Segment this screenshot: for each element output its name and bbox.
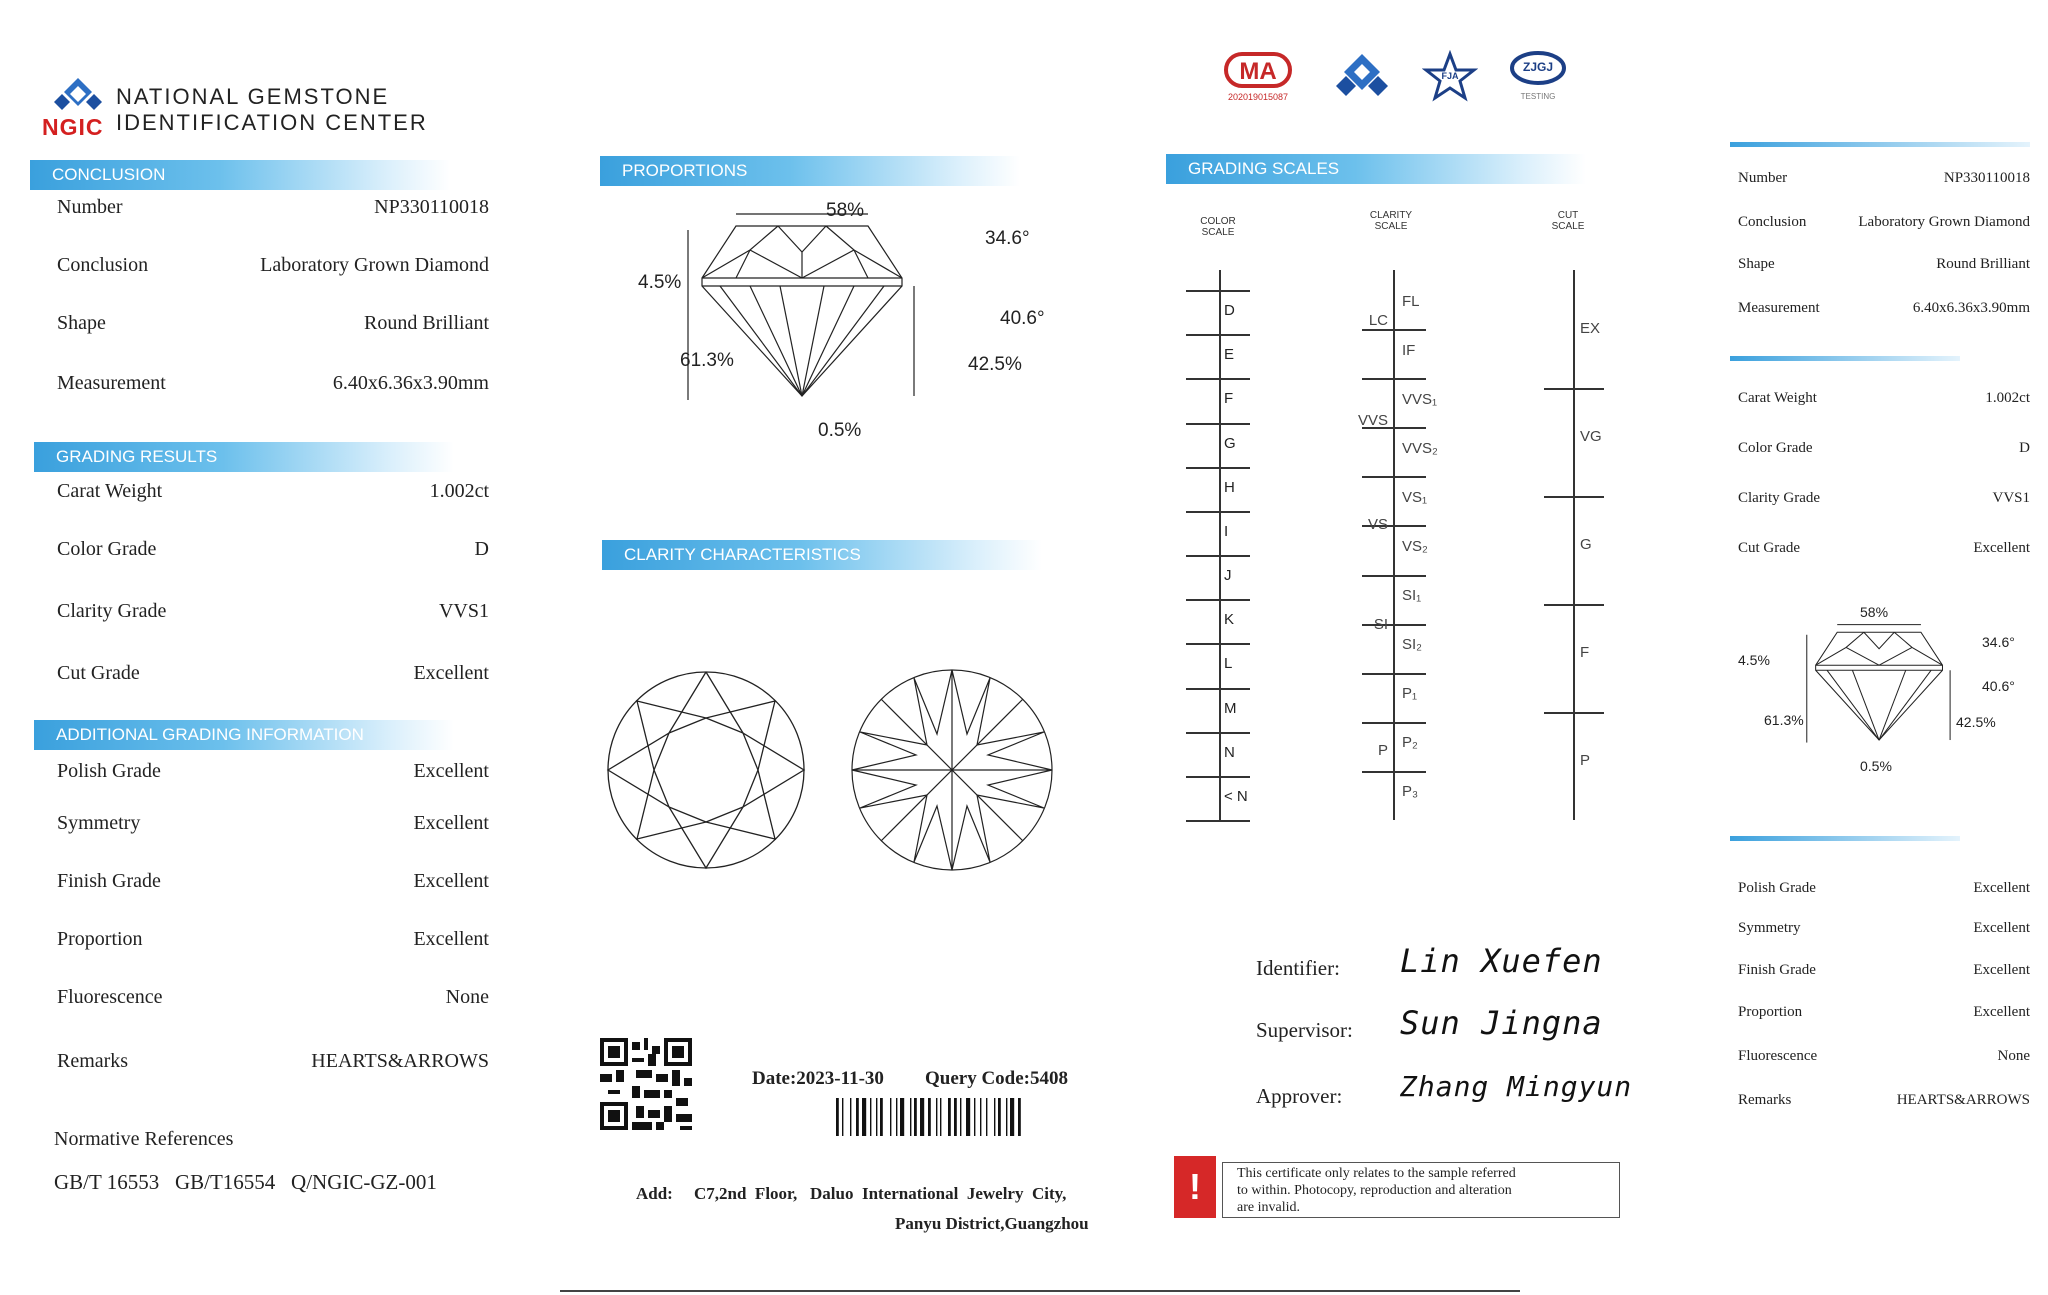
row-label: Proportion <box>57 928 143 950</box>
diamond-seal-icon <box>1330 50 1394 106</box>
row-label: Finish Grade <box>57 870 161 892</box>
barcode <box>836 1098 1076 1136</box>
table-row <box>57 600 489 623</box>
notice-line2: to within. Photocopy, reproduction and alteration <box>1237 1183 1512 1198</box>
cut-scale-tick <box>1544 604 1604 606</box>
card-pavilion-depth: 42.5% <box>1956 714 1996 730</box>
color-scale-tick <box>1186 378 1250 380</box>
table-row <box>57 870 489 893</box>
pavilion-depth: 42.5% <box>968 354 1022 375</box>
row-label: Color Grade <box>1738 440 1813 456</box>
row-value: D <box>2019 440 2030 456</box>
notice-line3: are invalid. <box>1237 1200 1300 1215</box>
row-label: Polish Grade <box>57 760 161 782</box>
row-label: Carat Weight <box>1738 390 1817 406</box>
table-row <box>1738 920 2030 937</box>
zjgj-text: ZJGJ <box>1522 60 1553 74</box>
color-scale-tick <box>1186 290 1250 292</box>
clarity-group-label: VVS <box>1357 412 1388 429</box>
color-grade-label: L <box>1224 655 1233 673</box>
fja-logo <box>1422 50 1478 106</box>
clarity-grade-label: VVS₁ <box>1402 390 1438 408</box>
row-label: Measurement <box>1738 300 1820 316</box>
row-label: Carat Weight <box>57 480 163 502</box>
table-row <box>1738 1048 2030 1065</box>
ma-text: MA <box>1239 58 1277 85</box>
ma-logo <box>1218 50 1298 106</box>
crown-height: 4.5% <box>638 272 682 293</box>
clarity-grade-label: VS₂ <box>1402 538 1428 555</box>
pavilion-angle: 40.6° <box>1000 308 1045 329</box>
pavilion-facet-icon <box>850 668 1054 872</box>
clarity-grade-label: SI₂ <box>1402 636 1422 654</box>
clarity-group-label: LC <box>1368 312 1388 329</box>
color-grade-label: < N <box>1224 787 1248 805</box>
signature-role: Supervisor: <box>1256 1018 1353 1042</box>
table-row <box>1738 214 2030 231</box>
qr-code-icon <box>600 1038 692 1130</box>
clarity-group-label: VS <box>1367 516 1388 533</box>
row-label: Clarity Grade <box>1738 490 1821 506</box>
query-code: Query Code:5408 <box>925 1068 1069 1089</box>
accreditation-logos <box>1218 50 1558 110</box>
ngic-logo <box>42 76 102 138</box>
row-value: Excellent <box>1973 1004 2030 1020</box>
logo-text: NGIC <box>42 114 104 140</box>
qr-code <box>600 1038 692 1130</box>
color-scale-tick <box>1186 467 1250 469</box>
ma-number: 202019015087 <box>1227 92 1289 102</box>
row-value: Round Brilliant <box>1936 256 2030 272</box>
section-clarity: CLARITY CHARACTERISTICS <box>602 540 1042 570</box>
table-row <box>57 986 489 1009</box>
clarity-scale-tick <box>1362 378 1426 380</box>
card-crown-angle: 34.6° <box>1982 634 2015 650</box>
row-value: Excellent <box>1973 920 2030 936</box>
section-grading-scales: GRADING SCALES <box>1166 154 1586 184</box>
table-row <box>1738 170 2030 187</box>
cut-scale-tick <box>1544 712 1604 714</box>
row-label: Number <box>57 196 123 218</box>
color-scale-tick <box>1186 423 1250 425</box>
row-value: Laboratory Grown Diamond <box>1858 214 2030 230</box>
table-row <box>57 254 489 277</box>
normative-title: Normative References <box>54 1128 234 1150</box>
report-date: Date:2023-11-30 <box>752 1068 884 1089</box>
card-top-rule <box>1730 142 2030 147</box>
table-row <box>57 812 489 835</box>
signature-name: Zhang Mingyun <box>1400 1070 1633 1103</box>
row-label: Cut Grade <box>1738 540 1801 556</box>
row-label: Measurement <box>57 372 166 394</box>
color-grade-label: I <box>1224 522 1229 540</box>
notice-line1: This certificate only relates to the sample referred <box>1237 1166 1516 1181</box>
color-scale-tick <box>1186 688 1250 690</box>
row-value: VVS1 <box>438 600 489 622</box>
clarity-grade-label: FL <box>1402 292 1420 310</box>
section-proportions: PROPORTIONS <box>600 156 1020 186</box>
clarity-group-label: SI <box>1373 616 1388 633</box>
cut-scale-axis <box>1573 270 1575 820</box>
row-label: Conclusion <box>57 254 149 276</box>
table-row <box>1738 440 2030 457</box>
row-value: Excellent <box>413 812 489 834</box>
clarity-scale-tick <box>1362 771 1426 773</box>
section-conclusion: CONCLUSION <box>30 160 450 190</box>
row-value: NP330110018 <box>374 196 489 218</box>
color-scale-header: COLOR SCALE <box>1200 216 1236 238</box>
signature-role: Identifier: <box>1256 956 1340 980</box>
table-row <box>57 480 489 503</box>
color-scale-tick <box>1186 820 1250 822</box>
row-label: Symmetry <box>57 812 141 834</box>
table-row <box>1738 256 2030 273</box>
row-value: None <box>1997 1048 2030 1064</box>
row-value: 1.002ct <box>429 480 489 502</box>
row-label: Fluorescence <box>1738 1048 1818 1064</box>
cut-scale-tick <box>1544 388 1604 390</box>
color-grade-label: E <box>1224 346 1235 364</box>
card-pavilion-angle: 40.6° <box>1982 678 2015 694</box>
card-culet: 0.5% <box>1860 758 1892 774</box>
color-scale-tick <box>1186 776 1250 778</box>
row-value: Excellent <box>413 870 489 892</box>
color-scale-tick <box>1186 555 1250 557</box>
clarity-grade-label: VS₁ <box>1402 488 1428 506</box>
row-label: Color Grade <box>57 538 157 560</box>
color-grade-label: H <box>1224 478 1235 496</box>
row-label: Symmetry <box>1738 920 1801 936</box>
row-label: Remarks <box>1738 1092 1792 1108</box>
diamond-logo-icon <box>48 76 108 116</box>
fja-text: FJA <box>1441 71 1459 81</box>
clarity-scale-tick <box>1362 329 1426 331</box>
cut-grade-label: VG <box>1580 428 1602 445</box>
crown-angle: 34.6° <box>985 228 1030 249</box>
row-value: D <box>474 538 489 560</box>
color-scale-axis <box>1219 270 1221 820</box>
cut-grade-label: F <box>1580 644 1590 661</box>
section-additional: ADDITIONAL GRADING INFORMATION <box>34 720 454 750</box>
clarity-grade-label: IF <box>1402 341 1416 359</box>
clarity-grade-label: VVS₂ <box>1402 439 1438 457</box>
color-grade-label: D <box>1224 302 1235 320</box>
culet: 0.5% <box>818 420 862 441</box>
signature-name: Sun Jingna <box>1400 1004 1603 1042</box>
exclamation-icon: ! <box>1174 1156 1216 1218</box>
row-label: Shape <box>1738 256 1775 272</box>
color-scale-tick <box>1186 334 1250 336</box>
row-value: NP330110018 <box>1943 170 2030 186</box>
row-value: 6.40x6.36x3.90mm <box>1912 300 2030 316</box>
row-value: Excellent <box>1973 880 2030 896</box>
color-grade-label: G <box>1224 434 1236 452</box>
cut-grade-label: G <box>1580 536 1592 553</box>
normative-refs: GB/T 16553 GB/T16554 Q/NGIC-GZ-001 <box>54 1170 437 1194</box>
table-pct: 58% <box>826 200 865 221</box>
cut-grade-label: EX <box>1580 320 1601 337</box>
row-value: None <box>445 986 489 1008</box>
row-value: HEARTS&ARROWS <box>311 1050 489 1072</box>
row-label: Conclusion <box>1738 214 1807 230</box>
card-table-pct: 58% <box>1860 604 1889 620</box>
cut-scale-tick <box>1544 496 1604 498</box>
clarity-scale-header: CLARITY SCALE <box>1369 210 1413 232</box>
zjgj-logo <box>1508 50 1568 106</box>
row-value: Excellent <box>413 760 489 782</box>
color-grade-label: M <box>1224 699 1237 717</box>
color-scale-tick <box>1186 599 1250 601</box>
table-row <box>57 372 489 395</box>
cut-scale-header: CUT SCALE <box>1551 210 1585 232</box>
clarity-scale-tick <box>1362 722 1426 724</box>
row-label: Number <box>1738 170 1788 186</box>
barcode-icon <box>836 1098 1076 1136</box>
clarity-group-label: P <box>1377 742 1388 759</box>
table-row <box>57 1050 489 1073</box>
row-label: Shape <box>57 312 106 334</box>
cut-grade-label: P <box>1580 752 1591 769</box>
table-row <box>1738 962 2030 979</box>
color-scale-tick <box>1186 732 1250 734</box>
row-value: Laboratory Grown Diamond <box>260 254 489 276</box>
color-grade-label: K <box>1224 611 1235 629</box>
clarity-grade-label: SI₁ <box>1402 587 1422 605</box>
table-row <box>57 312 489 335</box>
org-name-line2: IDENTIFICATION CENTER <box>116 110 428 135</box>
notice-text <box>1222 1162 1620 1218</box>
row-label: Remarks <box>57 1050 129 1072</box>
row-value: 1.002ct <box>1985 390 2030 406</box>
table-row <box>1738 1092 2030 1109</box>
color-scale-tick <box>1186 643 1250 645</box>
table-row <box>1738 880 2030 897</box>
signature-name: Lin Xuefen <box>1400 942 1603 980</box>
table-row <box>57 928 489 951</box>
clarity-scale-tick <box>1362 476 1426 478</box>
address-line2: Panyu District,Guangzhou <box>895 1214 1089 1233</box>
section-grading-results: GRADING RESULTS <box>34 442 454 472</box>
bottom-edge <box>560 1290 1520 1292</box>
color-scale-tick <box>1186 511 1250 513</box>
signature-role: Approver: <box>1256 1084 1343 1108</box>
crown-facet-icon <box>606 668 806 872</box>
card-rule-2 <box>1730 356 1960 361</box>
clarity-scale-tick <box>1362 575 1426 577</box>
diamond-profile-icon <box>630 200 1040 450</box>
row-value: Excellent <box>413 928 489 950</box>
color-grade-label: N <box>1224 743 1235 761</box>
clarity-grade-label: P₃ <box>1402 783 1419 801</box>
proportions-diagram <box>630 200 1040 450</box>
row-label: Fluorescence <box>57 986 163 1008</box>
row-value: Excellent <box>413 662 489 684</box>
table-row <box>57 662 489 685</box>
row-label: Cut Grade <box>57 662 140 684</box>
row-label: Proportion <box>1738 1004 1803 1020</box>
row-value: Round Brilliant <box>364 312 489 334</box>
table-row <box>1738 300 2030 317</box>
row-value: 6.40x6.36x3.90mm <box>332 372 489 394</box>
row-value: VVS1 <box>1992 490 2030 506</box>
address-label: Add: <box>636 1184 673 1203</box>
table-row <box>57 196 489 219</box>
clarity-scale-axis <box>1393 270 1395 820</box>
clarity-grade-label: P₂ <box>1402 734 1418 752</box>
table-row <box>1738 490 2030 507</box>
table-row <box>1738 540 2030 557</box>
row-label: Finish Grade <box>1738 962 1816 978</box>
row-value: HEARTS&ARROWS <box>1896 1092 2030 1108</box>
color-grade-label: J <box>1224 567 1232 585</box>
row-value: Excellent <box>1973 962 2030 978</box>
clarity-grade-label: P₁ <box>1402 685 1418 703</box>
address-line1: C7,2nd Floor, Daluo International Jewelry City, <box>694 1184 1067 1203</box>
table-row <box>1738 1004 2030 1021</box>
clarity-plot-crown <box>606 668 806 877</box>
row-value: Excellent <box>1973 540 2030 556</box>
total-depth: 61.3% <box>680 350 734 371</box>
zjgj-sub: TESTING <box>1520 92 1556 101</box>
clarity-scale-tick <box>1362 673 1426 675</box>
card-rule-3 <box>1730 836 1960 841</box>
table-row <box>1738 390 2030 407</box>
card-crown-height: 4.5% <box>1738 652 1770 668</box>
table-row <box>57 760 489 783</box>
row-label: Clarity Grade <box>57 600 167 622</box>
row-label: Polish Grade <box>1738 880 1816 896</box>
notice-box <box>1174 1156 1622 1224</box>
card-total-depth: 61.3% <box>1764 712 1804 728</box>
clarity-plot-pavilion <box>850 668 1054 877</box>
table-row <box>57 538 489 561</box>
org-name-line1: NATIONAL GEMSTONE <box>116 84 390 109</box>
color-grade-label: F <box>1224 390 1234 408</box>
